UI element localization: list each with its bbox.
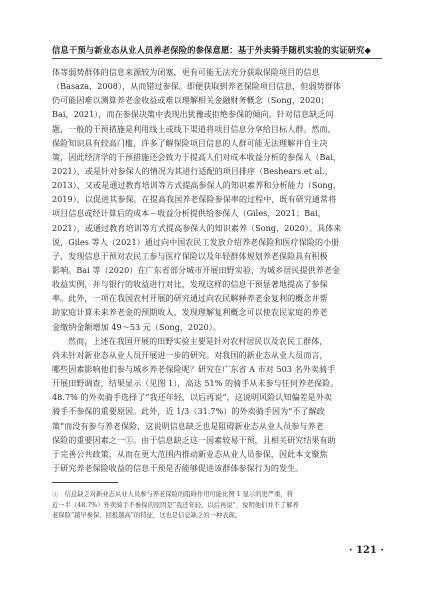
paragraph-1-line: 率。此外，一项在我国农村开展的研究通过向农民解释养老金复利的概念并帮 (52, 294, 328, 304)
paragraph-2-line: 骑手不参保的重要原因。此外，近 1/3（31.7%）的外卖骑手因为“不了解政 (52, 407, 325, 417)
paragraph-1-line: 2013），又或是通过教育培训等方式提高参保人的知识素养和分析能力（Song， (52, 181, 341, 191)
footnote-line: 老保险“越早参保，回报越高”的特征，这也是信息缺乏的一种表现。 (52, 512, 242, 519)
paragraph-1-line: （Basaza，2008），从而错过参保。即便获取到养老保险项目信息，但弱势群体 (52, 82, 341, 92)
page-number: · 121 · (349, 545, 384, 556)
paragraph-1-line: 保险知识具有较高门槛，许多了解保险项目信息的人群可能无法理解并自主决 (52, 138, 328, 148)
paragraph-1-line: 题，一般的干预措施是利用线上或线下渠道将项目信息分享给目标人群。然而， (52, 124, 336, 134)
footnote-rule (52, 482, 118, 483)
footnote-line: 近一半（48.7%）外卖骑手不参保的原因是“我还年轻，以后再说”，说明他们并不了解养 (52, 501, 299, 509)
paragraph-1-line: Bai，2021），而在参保决策中表现出犹豫或拒绝参保的倾向。针对信息缺乏问 (52, 110, 334, 120)
running-head-title: 信息干预与新业态从业人员养老保险的参保意愿：基于外卖骑手随机实验的实证研究◆ (52, 45, 372, 55)
paragraph-1-line: 2021），或是针对参保人的情况为其进行适配的项目排序（Beshears et al.， (52, 166, 333, 176)
header-rule (52, 58, 382, 59)
paragraph-1-line: 体等弱势群体的信息来源较为闭塞，更有可能无法充分获取保险项目的信息 (52, 68, 320, 77)
paragraph-2-line: 48.7% 的外卖骑手选择了“我还年轻，以后再说”，这说明风险认知偏差是外卖 (52, 393, 333, 403)
footnote-line: ① 信息缺乏对新业态从业人员参与养老保险的阻碍作用可能比图 1 显示的更严重，将 (52, 491, 293, 498)
paragraph-1-line: 仍可能因难以测算养老金收益或难以理解相关金融财务概念（Song，2020； (52, 96, 329, 106)
paragraph-2-line: 于完善公共政策，从而在更大范围内推动新业态从业人员参保，因此本文聚焦 (52, 449, 328, 459)
paragraph-2-line: 开展田野调查，结果显示（见图 1），高达 51% 的骑手从未参与任何养老保险。 (52, 379, 339, 389)
paragraph-1-line: 影响。Bai 等（2020）在广东省部分城市开展田野实验，为城乡居民提供养老金 (52, 265, 341, 275)
paragraph-2-line: 尚未针对新业态从业人员开展进一步的研究。对我国的新业态从业人员而言， (52, 350, 328, 360)
main-text (52, 66, 382, 476)
paragraph-2-line: 然而，上述在我国开展的田野实验主要是针对农村居民以及农民工群体， (68, 336, 328, 346)
paragraph-1-line: 2019），以促进其参保。在提高我国养老保险参保率的过程中，既有研究通常将 (52, 195, 337, 205)
paragraph-1-line: 收益实例，并与银行的收益进行对比，发现这样的信息干预显著地提高了参保 (52, 280, 328, 290)
paragraph-1-line: 2021），或通过教育培训等方式提高参保人的知识素养（Song，2020）。具体来 (52, 223, 342, 233)
footnote (52, 490, 382, 522)
paragraph-2-line: 保险的重要因素之一①。由于信息缺乏这一因素较易干预，且相关研究结果有助 (52, 435, 336, 445)
paragraph-2-line: 策”而没有参与养老保险，这说明信息缺乏也是阻碍新业态从业人员参与养老 (52, 421, 324, 431)
paragraph-1-line: 策，因此经济学的干预措施还会致力于提高人们对成本收益分析的参保人（Bai， (52, 152, 342, 162)
paragraph-1-line: 金缴纳金额增加 49～53 元（Song，2020）。 (52, 322, 221, 332)
paragraph-1-line: 项目信息或经计算后的成本－收益分析提供给参保人（Giles，2021；Bai， (52, 209, 326, 219)
paragraph-2-line: 于研究养老保险收益的信息干预是否能够促进该群体参保行为的发生。 (52, 463, 304, 473)
paragraph-2-line: 哪些因素影响他们参与城乡养老保险呢？研究在广东省 A 市对 503 名外卖骑手 (52, 364, 336, 374)
paragraph-1-line: 说，Giles 等人（2021）通过向中国农民工发放介绍养老保险和医疗保险的小册 (52, 237, 340, 247)
paragraph-1-line: 助家庭计算未来养老金的预期收入，发现理解复利概念可以使农民家庭的养老 (52, 308, 328, 318)
paragraph-1-line: 子，发现信息干预对农民工参与医疗保险以及年轻群体规划养老保险具有积极 (52, 251, 328, 261)
